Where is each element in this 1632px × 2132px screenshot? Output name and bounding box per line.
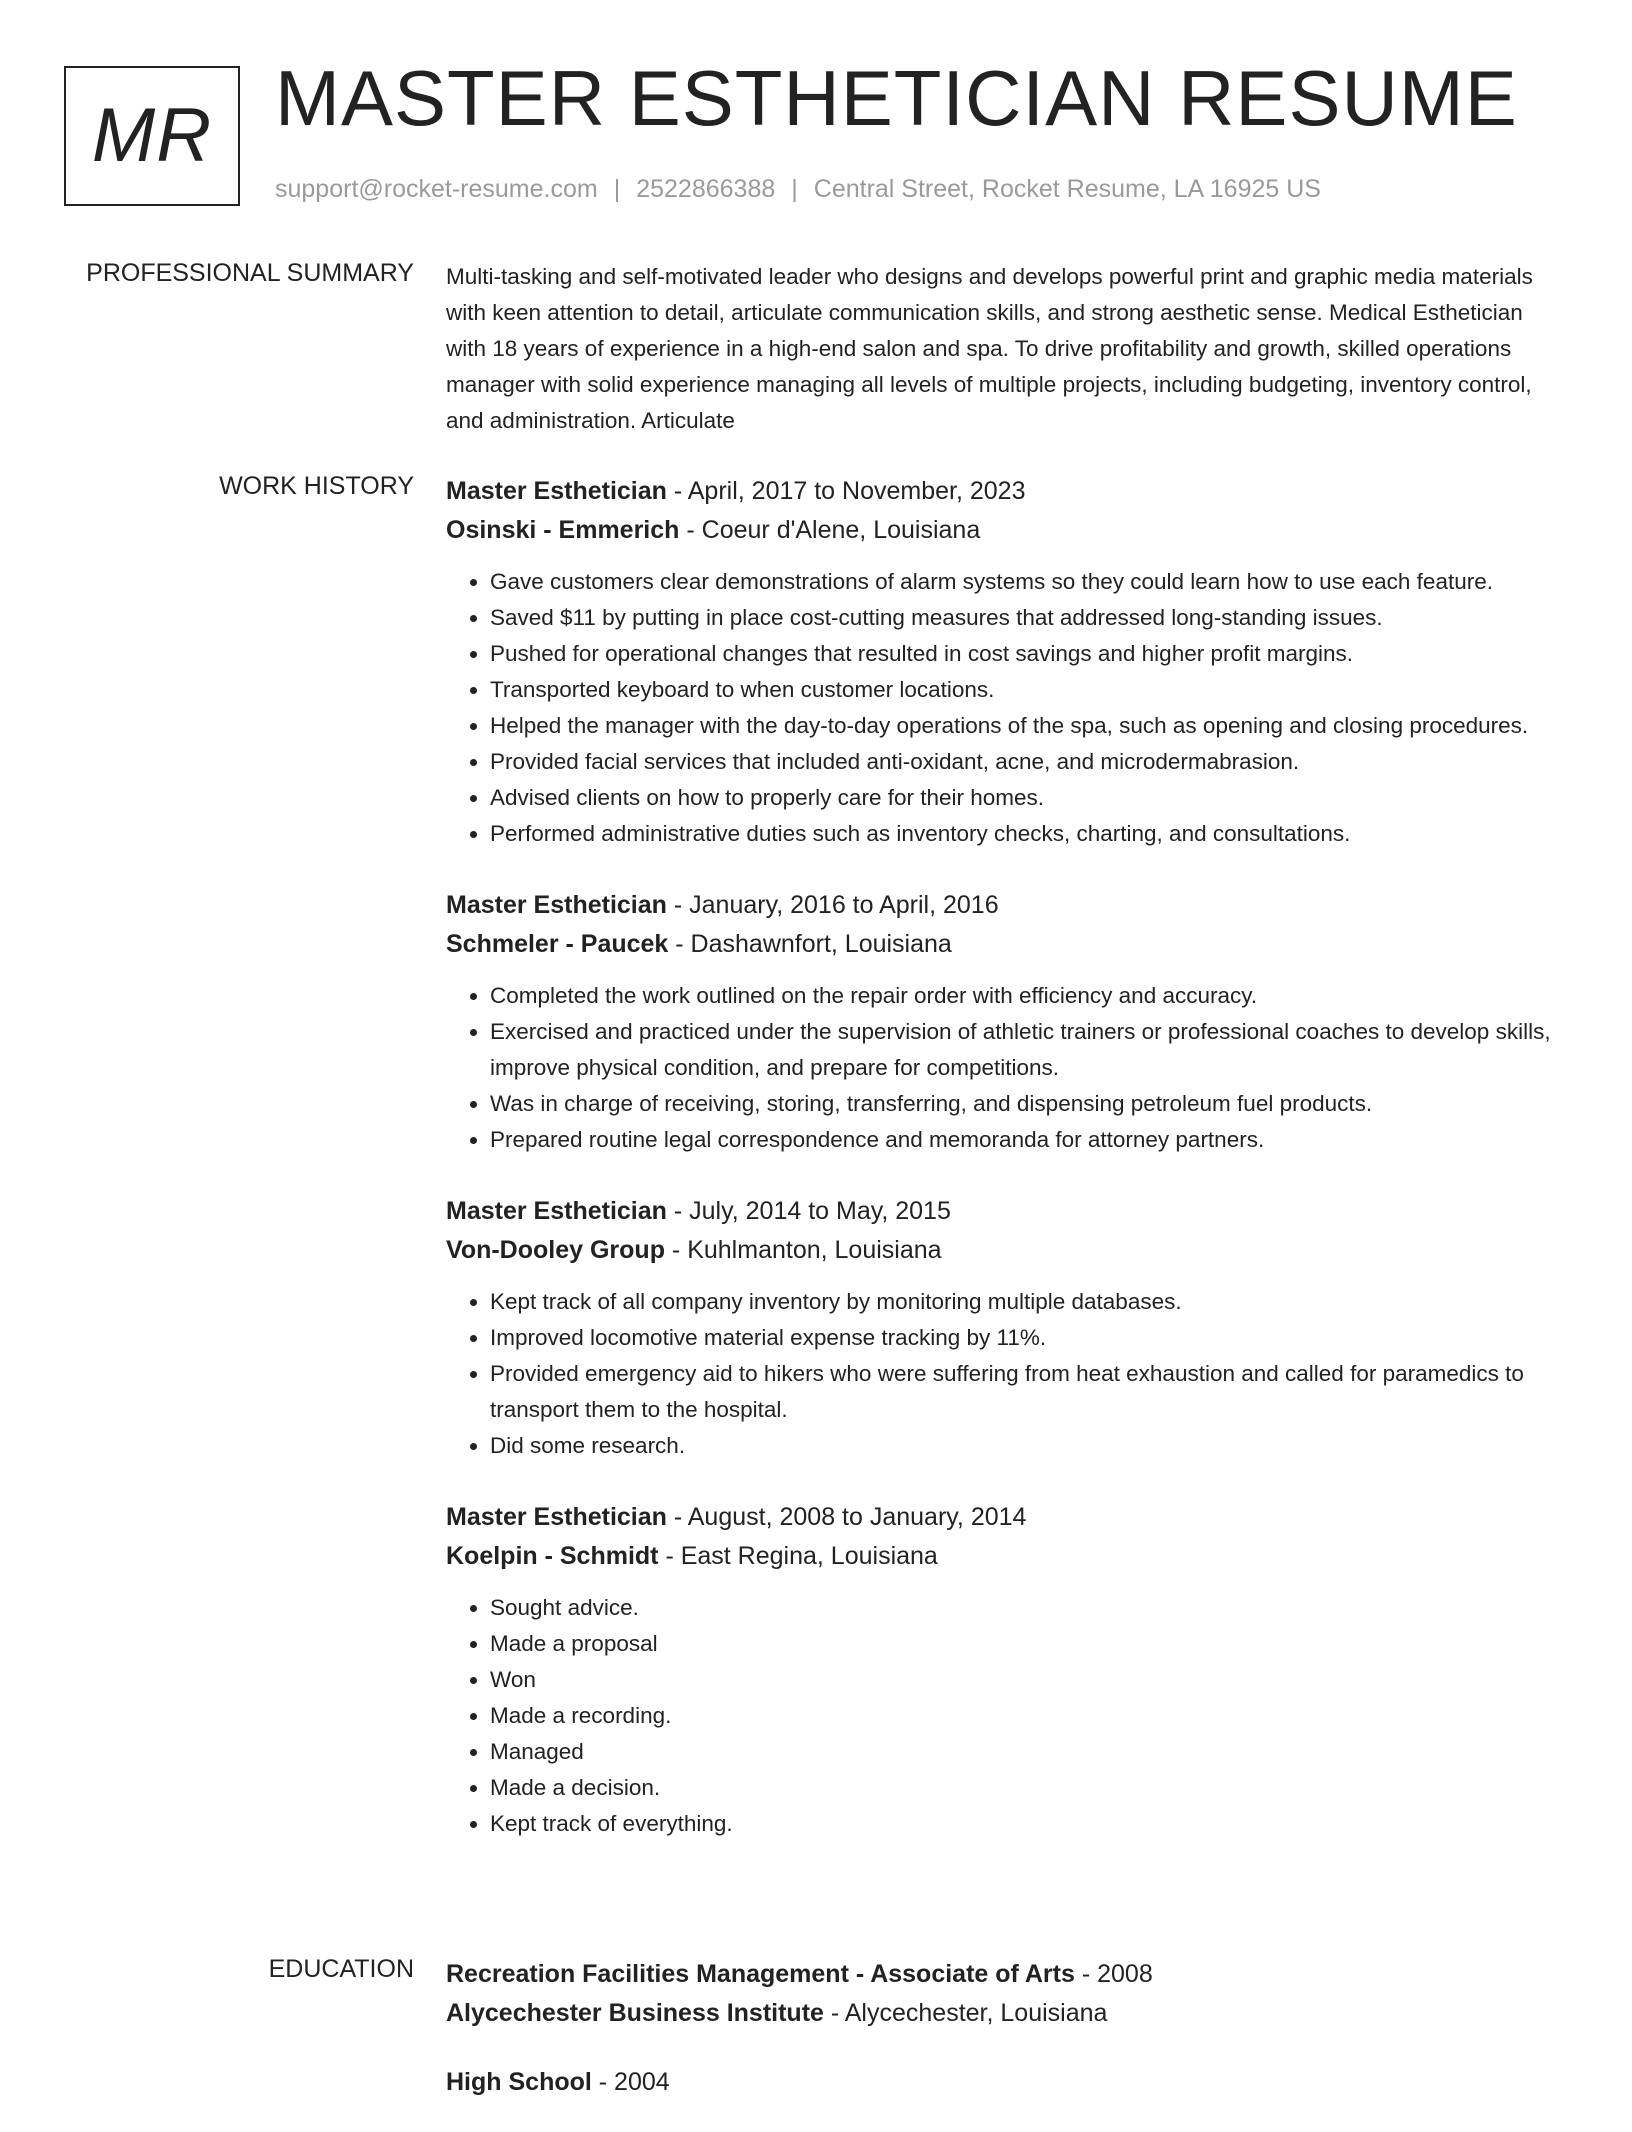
job-duties-list (446, 564, 1566, 852)
job-dates: - April, 2017 to November, 2023 (666, 477, 1026, 505)
job-company: Schmeler - Paucek (446, 930, 669, 958)
education-body (446, 1955, 1566, 2132)
job-duty-item: • Performed administrative duties such as inventory checks, charting, and consultations. (490, 816, 1566, 852)
job-duty-item: • Sought advice. (490, 1590, 1566, 1626)
job-title: Master Esthetician (446, 891, 667, 919)
job-company: Osinski - Emmerich (446, 516, 680, 544)
education-year: - 2004 (591, 2068, 670, 2096)
job-duties-list (446, 1590, 1566, 1842)
education-location: - Alycechester, Louisiana (823, 1999, 1108, 2027)
education-school: Alycechester Business Institute (446, 1999, 824, 2027)
contact-address: Central Street, Rocket Resume, LA 16925 US (813, 175, 1321, 203)
job-duties-list (446, 978, 1566, 1158)
job-title-line (446, 1192, 1566, 1231)
job-location: - East Regina, Louisiana (658, 1542, 938, 1570)
job-duty-item: • Kept track of all company inventory by monitoring multiple databases. (490, 1284, 1566, 1320)
section-label-summary: PROFESSIONAL SUMMARY (86, 259, 414, 287)
job-duty-item: • Transported keyboard to when customer locations. (490, 672, 1566, 708)
job-location: - Kuhlmanton, Louisiana (664, 1236, 942, 1264)
job-title-line (446, 472, 1566, 511)
job-dates: - August, 2008 to January, 2014 (666, 1503, 1027, 1531)
education-degree-line (446, 2063, 1566, 2102)
job-duty-item: • Made a proposal (490, 1626, 1566, 1662)
contact-email: support@rocket-resume.com (275, 175, 598, 203)
job-duty-item: • Helped the manager with the day-to-day operations of the spa, such as opening and closing procedures. (490, 708, 1566, 744)
job-entry (446, 472, 1566, 852)
education-entry (446, 1955, 1566, 2033)
section-label-education: EDUCATION (268, 1955, 414, 1983)
contact-phone: 2522866388 (636, 175, 776, 203)
job-entry (446, 1192, 1566, 1464)
resume-title: MASTER ESTHETICIAN RESUME (275, 54, 1518, 142)
education-degree: High School (446, 2068, 592, 2096)
job-duties-list (446, 1284, 1566, 1464)
job-duty-item: • Completed the work outlined on the repair order with efficiency and accuracy. (490, 978, 1566, 1014)
job-title: Master Esthetician (446, 1503, 667, 1531)
job-duty-item: • Prepared routine legal correspondence and memoranda for attorney partners. (490, 1122, 1566, 1158)
job-duty-item: • Pushed for operational changes that resulted in cost savings and higher profit margins. (490, 636, 1566, 672)
job-duty-item: • Provided facial services that included anti-oxidant, acne, and microdermabrasion. (490, 744, 1566, 780)
job-duty-item: • Was in charge of receiving, storing, transferring, and dispensing petroleum fuel products. (490, 1086, 1566, 1122)
job-duty-item: • Improved locomotive material expense tracking by 11%. (490, 1320, 1566, 1356)
job-company: Koelpin - Schmidt (446, 1542, 659, 1570)
monogram-box (64, 66, 240, 206)
job-company: Von-Dooley Group (446, 1236, 665, 1264)
job-duty-item: • Managed (490, 1734, 1566, 1770)
education-school-line (446, 1994, 1566, 2033)
job-duty-item: • Made a recording. (490, 1698, 1566, 1734)
job-company-line (446, 511, 1566, 550)
summary-text: Multi-tasking and self-motivated leader who designs and develops powerful print and graphic media materials with keen attention to detail, articulate communication skills, and strong aesthetic sense. Medical Esthetician with 18 years of experience in a high-end salon and spa. To drive profitability and growth, skilled operations manager with solid experience managing all levels of multiple projects, including budgeting, inventory control, and administration. Articulate (446, 264, 1533, 433)
contact-line (275, 175, 1321, 204)
job-entry (446, 1498, 1566, 1842)
job-dates: - January, 2016 to April, 2016 (666, 891, 999, 919)
education-degree-line (446, 1955, 1566, 1994)
summary-body (446, 259, 1566, 439)
job-company-line (446, 1231, 1566, 1270)
job-location: - Dashawnfort, Louisiana (668, 930, 952, 958)
education-entry (446, 2063, 1566, 2102)
job-dates: - July, 2014 to May, 2015 (666, 1197, 951, 1225)
monogram-initials: MR (91, 93, 213, 178)
job-location: - Coeur d'Alene, Louisiana (679, 516, 981, 544)
section-label-work-history: WORK HISTORY (219, 472, 414, 500)
job-duty-item: • Advised clients on how to properly care for their homes. (490, 780, 1566, 816)
job-title: Master Esthetician (446, 1197, 667, 1225)
job-duty-item: • Gave customers clear demonstrations of alarm systems so they could learn how to use each feature. (490, 564, 1566, 600)
job-duty-item: • Exercised and practiced under the supervision of athletic trainers or professional coaches to develop skills, improve physical condition, and prepare for competitions. (490, 1014, 1566, 1086)
job-title-line (446, 1498, 1566, 1537)
job-title: Master Esthetician (446, 477, 667, 505)
work-history-body (446, 472, 1566, 1876)
job-company-line (446, 925, 1566, 964)
job-duty-item: • Provided emergency aid to hikers who were suffering from heat exhaustion and called for paramedics to transport them to the hospital. (490, 1356, 1566, 1428)
job-duty-item: • Won (490, 1662, 1566, 1698)
contact-separator: | (791, 175, 798, 203)
education-degree: Recreation Facilities Management - Associate of Arts (446, 1960, 1075, 1988)
education-year: - 2008 (1074, 1960, 1153, 1988)
job-duty-item: • Made a decision. (490, 1770, 1566, 1806)
job-duty-item: • Saved $11 by putting in place cost-cutting measures that addressed long-standing issues. (490, 600, 1566, 636)
contact-separator: | (613, 175, 621, 203)
job-entry (446, 886, 1566, 1158)
job-duty-item: • Kept track of everything. (490, 1806, 1566, 1842)
job-duty-item: • Did some research. (490, 1428, 1566, 1464)
job-title-line (446, 886, 1566, 925)
job-company-line (446, 1537, 1566, 1576)
